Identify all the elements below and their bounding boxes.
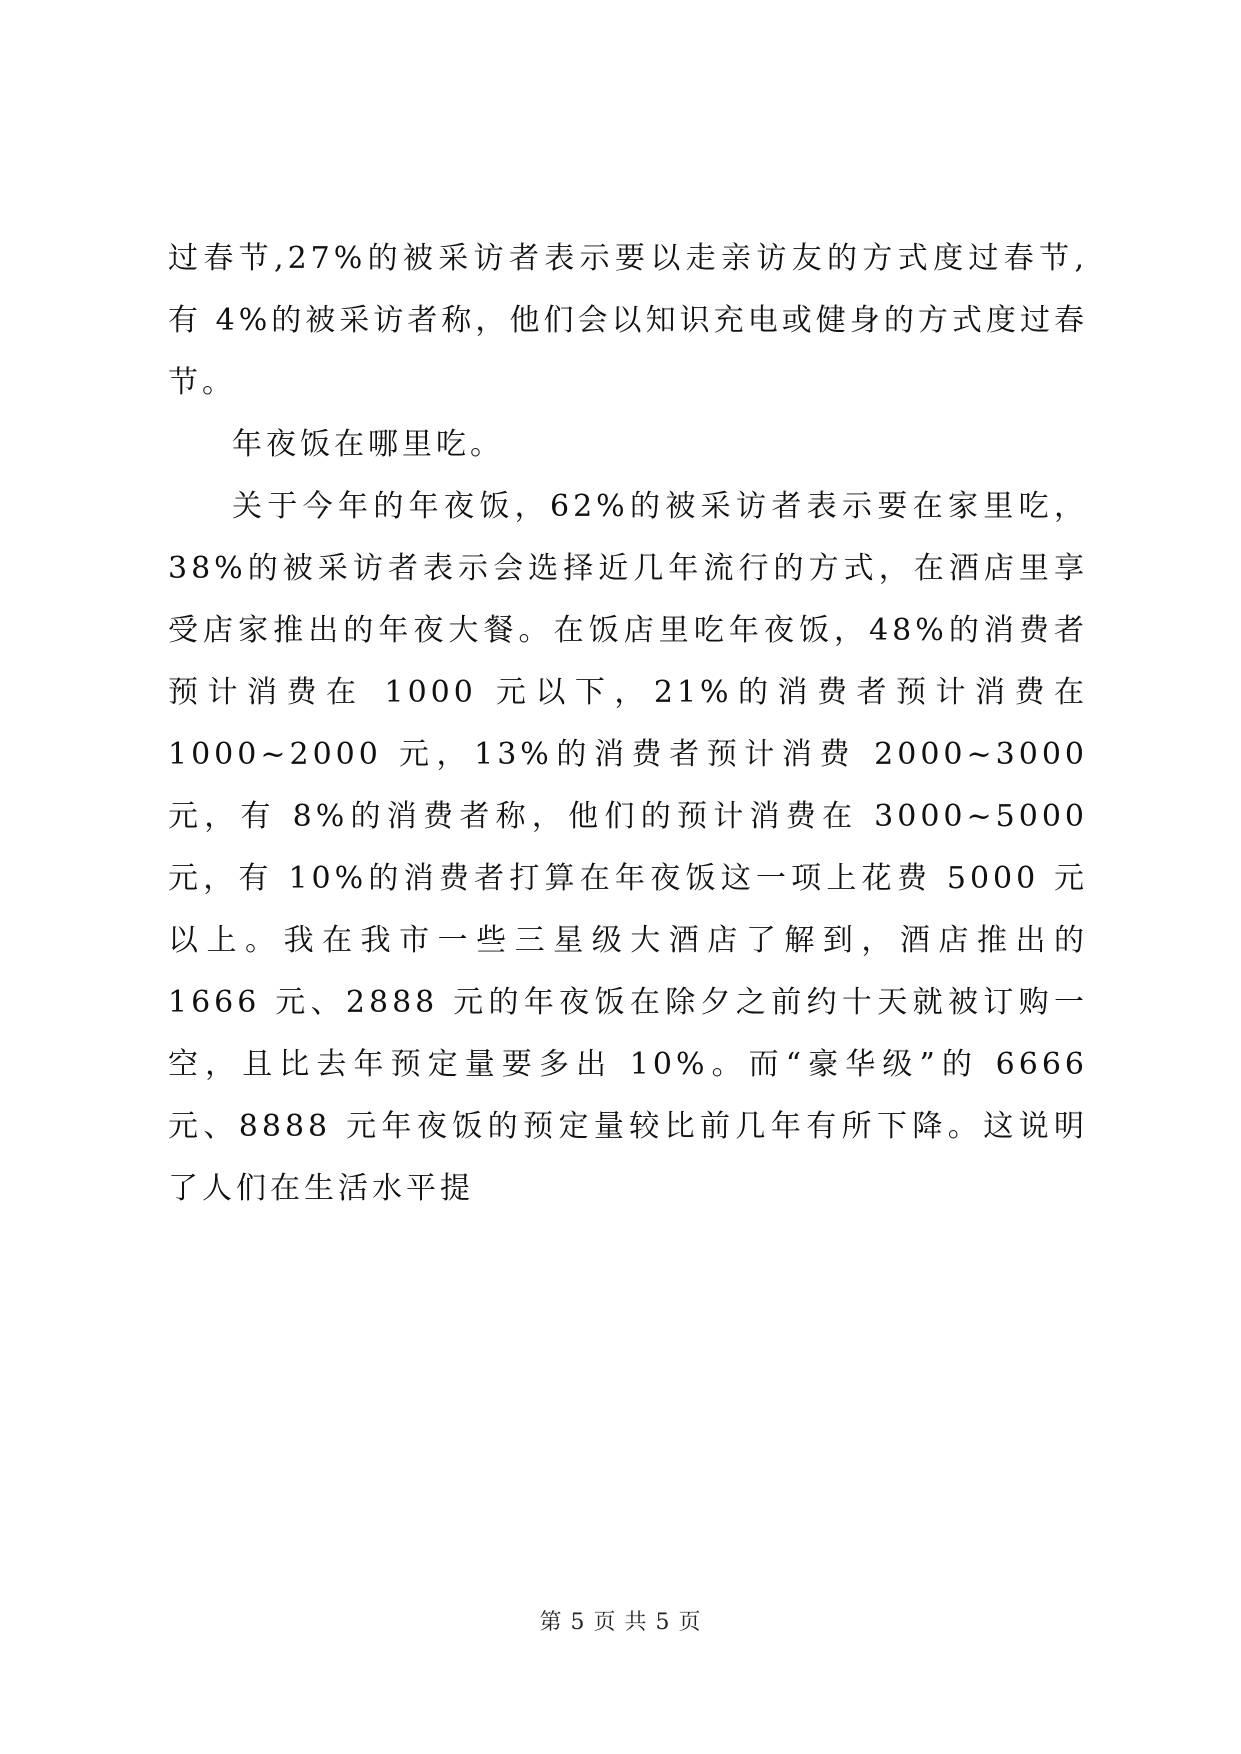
section-heading: 年夜饭在哪里吃。 [232,427,504,462]
paragraph-continuation: 过春节,27%的被采访者表示要以走亲访友的方式度过春节,有 4%的被采访者称，他们会以知识充电或健身的方式度过春节。 [168,241,1088,400]
document-body [168,228,1088,1220]
page-footer: 第 5 页 共 5 页 [539,1610,702,1635]
paragraph-new-year-dinner: 关于今年的年夜饭，62%的被采访者表示要在家里吃，38%的被采访者表示会选择近几年流行的方式，在酒店里享受店家推出的年夜大餐。在饭店里吃年夜饭，48%的消费者预计消费在 1000 元以下，21%的消费者预计消费在 1000~2000 元，13%的消费者预计消费 2000~3000 元，有 8%的消费者称，他们的预计消费在 3000~5000 元，有 10%的消费者打算在年夜饭这一项上花费 5000 元以上。我在我市一些三星级大酒店了解到，酒店推出的 1666 元、2888 元的年夜饭在除夕之前约十天就被订购一空，且比去年预定量要多出 10%。而“豪华级”的 6666 元、8888 元年夜饭的预定量较比前几年有所下降。这说明了人们在生活水平提 [168,489,1088,1206]
